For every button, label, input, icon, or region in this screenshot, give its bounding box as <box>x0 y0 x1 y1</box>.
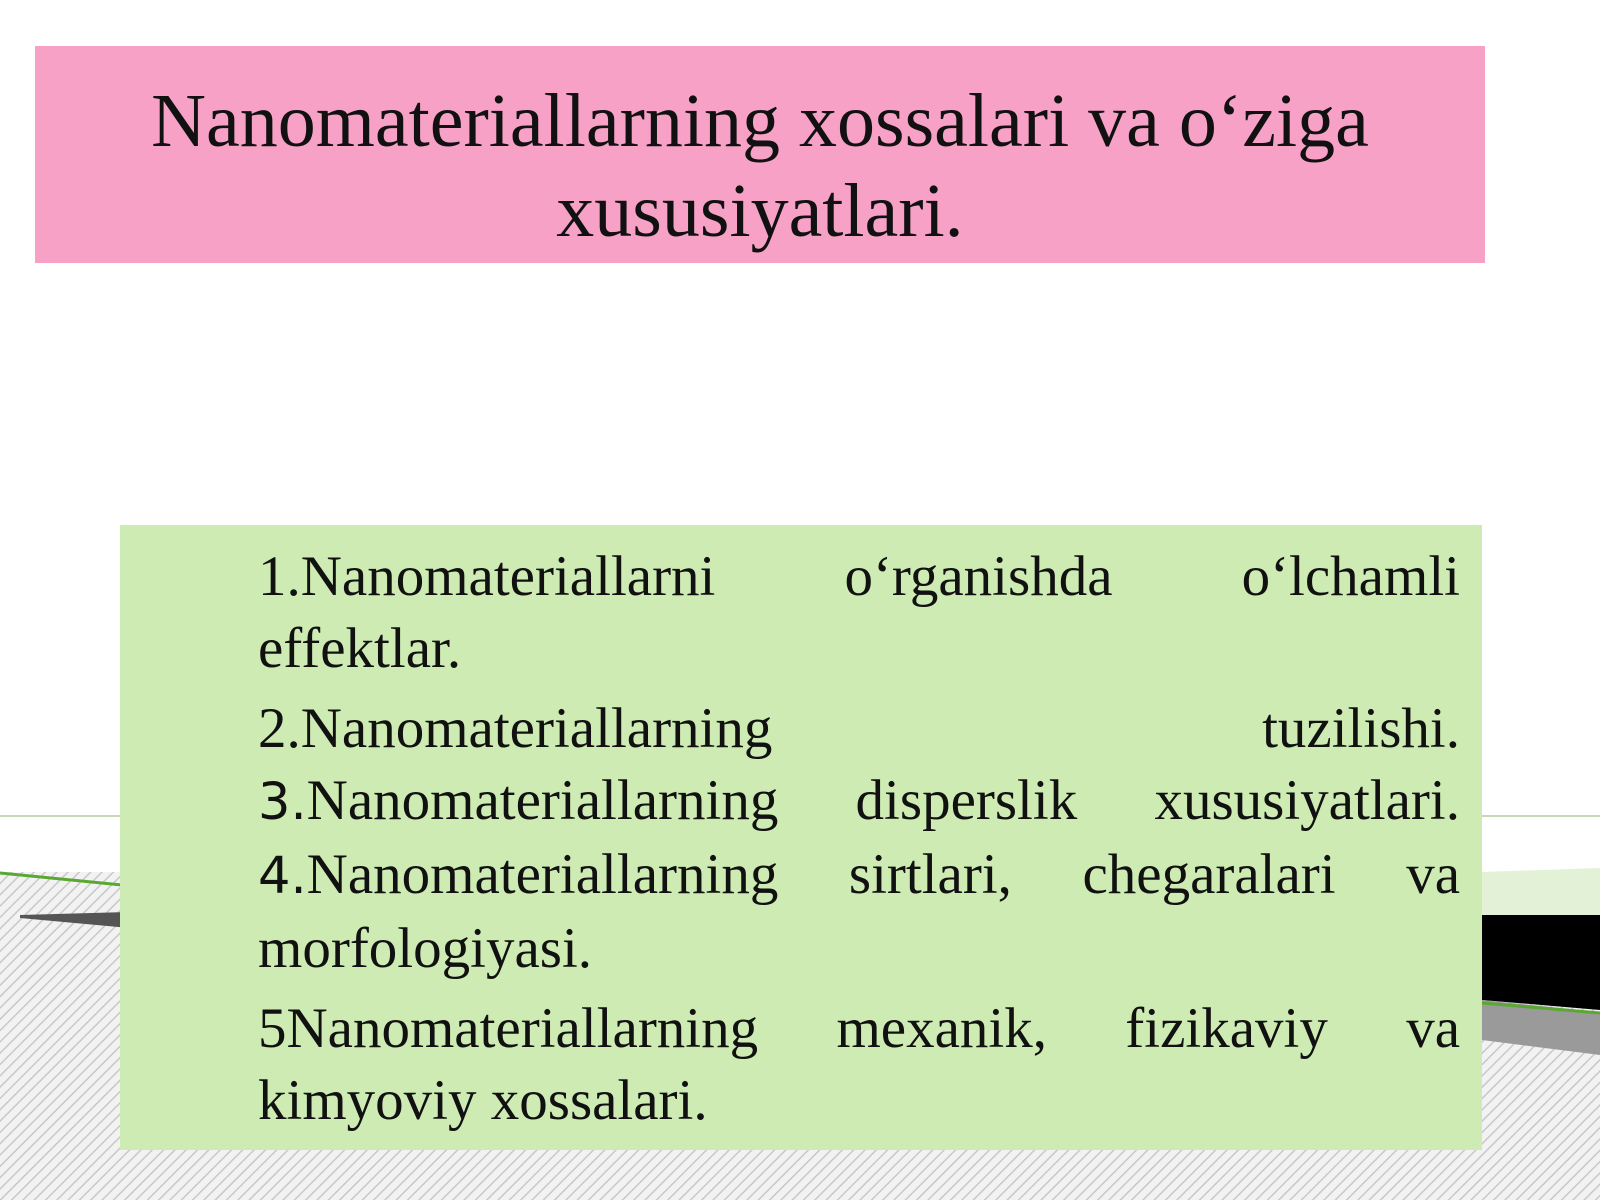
content-box <box>120 525 1482 1150</box>
list-item-1-line-2: effektlar. <box>258 617 462 680</box>
list-item-3-number: 3. <box>258 773 307 832</box>
title-box <box>35 46 1485 263</box>
light-green-strip <box>1482 868 1600 915</box>
list-item-2: 2.Nanomateriallarning tuzilishi. <box>258 697 1460 760</box>
list-item-3-text: Nanomateriallarning disperslik xususiyatlari. <box>306 769 1460 832</box>
slide-title-line-2: xususiyatlari. <box>556 169 964 253</box>
list-item-4-number: 4. <box>258 847 307 906</box>
list-item-1-line-1: 1.Nanomateriallarni o‘rganishda o‘lchamli <box>258 545 1460 608</box>
black-band-right <box>1482 915 1600 1010</box>
list-item-4-line-1 <box>258 839 1460 913</box>
slide-title-line-1: Nanomateriallarning xossalari va o‘ziga <box>151 79 1369 163</box>
list-item-4-line-2: morfologiyasi. <box>258 917 593 980</box>
list-item-5-line-2: kimyoviy xossalari. <box>258 1069 708 1132</box>
list-item-4-text: Nanomateriallarning sirtlari, chegaralari va <box>306 843 1460 906</box>
list-item-3 <box>258 765 1460 839</box>
list-item-5-line-1: 5Nanomateriallarning mexanik, fizikaviy va <box>258 997 1460 1060</box>
